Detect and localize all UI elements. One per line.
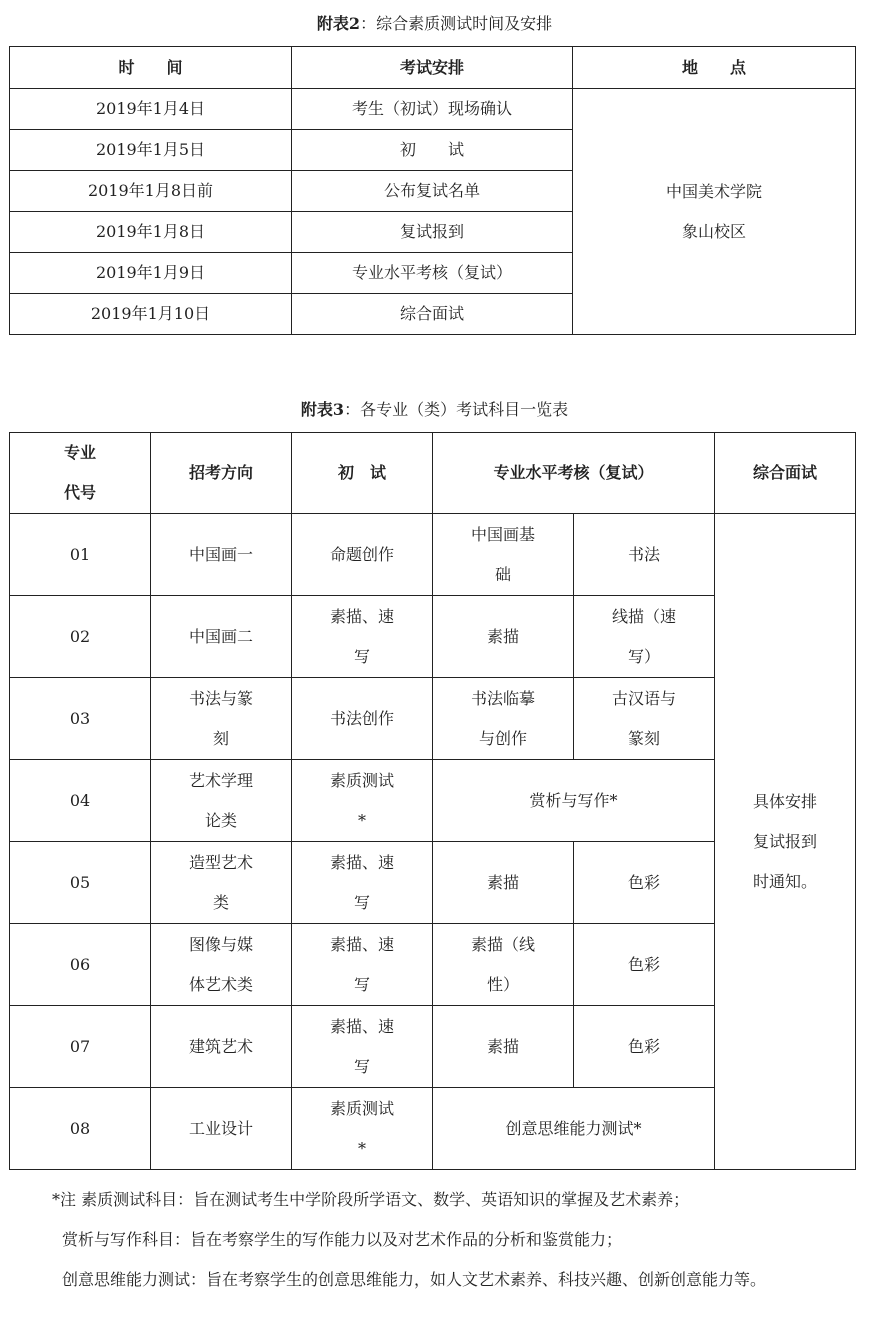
retest-a-text: 素描（线 性） [470,934,535,994]
schedule-table [9,46,856,335]
schedule-item: 综合面试 [292,294,573,335]
schedule-time: 2019年1月5日 [10,130,292,171]
schedule-table-header [10,47,856,89]
retest-b-text: 色彩 [628,872,661,892]
major-direction-text: 建筑艺术 [188,1036,253,1056]
major-code: 05 [10,842,151,924]
table3-caption [0,400,869,420]
major-code: 08 [10,1088,151,1170]
major-direction [151,678,292,760]
retest-a [433,596,574,678]
first-exam-text: 素质测试 * [329,1098,394,1158]
retest-a-text: 书法临摹 与创作 [470,688,535,748]
retest-a-text: 中国画基 础 [470,524,535,584]
retest-b-text: 古汉语与 篆刻 [612,688,677,748]
first-exam-text: 素质测试 * [329,770,394,830]
table3-caption-label: 附表3 [300,400,345,419]
table-row [10,89,856,130]
header-code-text: 专业 代号 [63,443,96,502]
first-exam [292,596,433,678]
note-quality-test: *注 素质测试科目：旨在测试考生中学阶段所学语文、数学、英语知识的掌握及艺术素养； [52,1190,690,1209]
retest-a [433,1006,574,1088]
retest-b [574,842,715,924]
interview-note-text: 具体安排 复试报到 时通知。 [753,791,818,891]
first-exam-text: 素描、速 写 [329,934,394,994]
major-direction [151,1006,292,1088]
interview-note [715,514,856,1170]
first-exam-text: 素描、速 写 [329,606,394,666]
subjects-table-header [10,433,856,514]
header-time: 时 间 [10,47,292,89]
subjects-table [9,432,856,1170]
major-direction [151,514,292,596]
major-direction-text: 工业设计 [188,1118,253,1138]
table2-caption [0,14,869,34]
note-creative-thinking: 创意思维能力测试：旨在考察学生的创意思维能力，如人文艺术素养、科技兴趣、创新创意能力等。 [62,1270,767,1289]
major-direction-text: 中国画一 [188,544,253,564]
header-location: 地 点 [573,47,856,89]
major-direction-text: 书法与篆 刻 [188,688,253,748]
first-exam-text: 命题创作 [329,544,394,564]
schedule-time: 2019年1月8日 [10,212,292,253]
retest-a-text: 素描 [486,872,519,892]
retest-a [433,842,574,924]
first-exam [292,760,433,842]
retest-merged-text: 赏析与写作* [529,790,618,810]
schedule-time: 2019年1月10日 [10,294,292,335]
major-direction [151,760,292,842]
major-code: 02 [10,596,151,678]
first-exam-text: 素描、速 写 [329,852,394,912]
schedule-location [573,89,856,335]
header-direction: 招考方向 [151,433,292,514]
retest-merged [433,1088,715,1170]
first-exam-text: 素描、速 写 [329,1016,394,1076]
schedule-item: 初 试 [292,130,573,171]
retest-b [574,1006,715,1088]
retest-b-text: 线描（速 写） [612,606,677,666]
table2-caption-label: 附表2 [316,14,361,33]
retest-a [433,678,574,760]
first-exam [292,514,433,596]
major-direction-text: 艺术学理 论类 [188,770,253,830]
retest-a-text: 素描 [486,1036,519,1056]
notes [30,1180,850,1300]
major-code: 06 [10,924,151,1006]
major-direction [151,1088,292,1170]
major-direction [151,842,292,924]
major-direction-text: 图像与媒 体艺术类 [188,934,253,994]
schedule-item: 考生（初试）现场确认 [292,89,573,130]
major-code: 04 [10,760,151,842]
major-code: 03 [10,678,151,760]
retest-b [574,924,715,1006]
retest-b-text: 色彩 [628,954,661,974]
first-exam [292,924,433,1006]
first-exam [292,678,433,760]
table3-caption-text: ：各专业（类）考试科目一览表 [344,400,569,419]
note-appreciation-writing: 赏析与写作科目：旨在考察学生的写作能力以及对艺术作品的分析和鉴赏能力； [62,1230,623,1249]
first-exam-text: 书法创作 [329,708,394,728]
header-first-exam: 初 试 [292,433,433,514]
first-exam [292,1088,433,1170]
major-code: 07 [10,1006,151,1088]
header-code [10,433,151,514]
schedule-item: 专业水平考核（复试） [292,253,573,294]
retest-b-text: 色彩 [628,1036,661,1056]
schedule-item: 复试报到 [292,212,573,253]
major-direction-text: 中国画二 [188,626,253,646]
header-retest: 专业水平考核（复试） [433,433,715,514]
first-exam [292,1006,433,1088]
header-interview: 综合面试 [715,433,856,514]
retest-b [574,678,715,760]
retest-merged [433,760,715,842]
schedule-time: 2019年1月8日前 [10,171,292,212]
retest-a-text: 素描 [486,626,519,646]
major-code: 01 [10,514,151,596]
schedule-item: 公布复试名单 [292,171,573,212]
retest-a [433,924,574,1006]
schedule-time: 2019年1月4日 [10,89,292,130]
major-direction [151,596,292,678]
schedule-location-text: 中国美术学院 象山校区 [665,181,762,241]
retest-a [433,514,574,596]
retest-b [574,596,715,678]
retest-b-text: 书法 [628,544,661,564]
major-direction [151,924,292,1006]
schedule-time: 2019年1月9日 [10,253,292,294]
retest-b [574,514,715,596]
table2-caption-text: ：综合素质测试时间及安排 [360,14,553,33]
header-arrangement: 考试安排 [292,47,573,89]
table-row [10,514,856,596]
major-direction-text: 造型艺术 类 [188,852,253,912]
retest-merged-text: 创意思维能力测试* [505,1118,642,1138]
first-exam [292,842,433,924]
